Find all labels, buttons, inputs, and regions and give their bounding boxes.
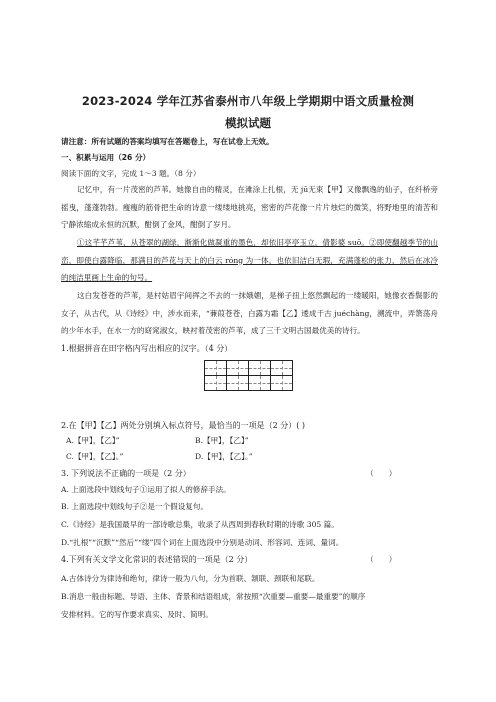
q4-option-b-cont: 安排材料。它的写作要求真实、及时、简明。 <box>61 610 213 619</box>
passage-paragraph-1: 记忆中，有一片茂密的芦苇。她像自由的精灵，在滩涂上扎根，无 jū无束【甲】又像飘逸的仙子，在纤桥旁摇曳，蓬蓬勃勃。瘦瘦的筋骨把生命的诗意一缕缕地挑亮，密密的芦花像一片片烛烂的微笑，将野地里的清苦和宁静浓缩成永恒的沉默，酣倒了金风，酣倒了岁月。 <box>61 185 438 230</box>
underlined-sentence-1: ①这芊芊芦苇，从苍翠的湖绿，渐渐化做凝重的墨色，却依旧亭亭玉立，倩影婆 suō。 <box>77 238 370 247</box>
section-heading: 一、积累与运用（26 分） <box>61 153 151 162</box>
passage-paragraph-2 <box>61 234 438 287</box>
writing-grid[interactable] <box>204 360 293 391</box>
grid-cell[interactable] <box>205 376 227 391</box>
question-3: 3. 下列说法不正确的一项是（2 分） <box>61 469 191 478</box>
q3-option-c: C.《诗经》是我国最早的一部诗歌总集，收录了从西周到春秋时期的诗歌 305 篇。 <box>61 520 339 529</box>
q4-answer-paren: （ ） <box>366 555 397 564</box>
q3-answer-paren: （ ） <box>366 469 397 478</box>
grid-cell[interactable] <box>249 376 271 391</box>
underlined-sentence-2: ②即使翻越季节的山峦，即使白露降临，那满目的芦花与天上的白云 róng 为一体，也依旧洁白无瑕，充满蓬松的张力，然后在冰冷的纯洁里画上生命的句号。 <box>61 238 438 283</box>
passage-paragraph-3: 这白发苍苍的芦苇，是村姑眉宇间挥之不去的一抹娥媚，是梯子扭上悠然飘起的一缕暖阳，她像衣香鬓影的女子，从古代，从《诗经》中，涉水而来，“蒹葭苍苍，白露为霜【乙】逶成千古 juéchàng，溯流中，弄箫荡舟的少年水手，在水一方的窈窕淑女，映衬着茂密的芦苇，成了三千文明古国最优美的诗行。 <box>61 291 438 336</box>
grid-cell[interactable] <box>249 361 271 376</box>
q3-option-d: D.“扎根”“沉默”“然后”“缕”四个词在上面选段中分别是动词、形容词、连词、量词。 <box>61 538 344 547</box>
question-1: 1.根据拼音在田字格内写出相应的汉字。（4 分） <box>61 344 233 353</box>
grid-cell[interactable] <box>227 361 249 376</box>
page-subtitle: 模拟试题 <box>225 116 271 130</box>
grid-cell[interactable] <box>271 361 293 376</box>
q3-option-b: B. 上面选段中划线句子②是一个假设复句。 <box>61 502 209 511</box>
grid-cell[interactable] <box>205 361 227 376</box>
reading-intro: 阅读下面的文字，完成 1～3 题。（8 分） <box>61 169 201 178</box>
q4-option-a: A.古体诗分为律诗和绝句，律诗一般为八句，分为首联、颔联、颈联和尾联。 <box>61 574 320 583</box>
q2-option-a: A.【甲】，【乙】” <box>66 436 120 445</box>
page-title: 2023-2024 学年江苏省泰州市八年级上学期期中语文质量检测 <box>81 94 415 108</box>
grid-cell[interactable] <box>227 376 249 391</box>
grid-cell[interactable] <box>271 376 293 391</box>
q2-option-c: C.【甲】，【乙】。” <box>66 452 124 461</box>
question-2: 2.在【甲】【乙】两处分别填入标点符号，最恰当的一项是（2 分）( ) <box>61 421 306 430</box>
q4-option-b: B.消息一般由标题、导语、主体、背景和结语组成，常按照“次重要—重要—最重要”的顺序 <box>61 592 366 601</box>
q2-option-b: B.【甲】，【乙】” <box>195 436 249 445</box>
q3-option-a: A. 上面选段中划线句子①运用了拟人的修辞手法。 <box>61 485 231 494</box>
q2-option-d: D.【甲】，【乙】。” <box>195 452 253 461</box>
notice: 请注意：所有试题的答案均填写在答题卷上，写在试卷上无效。 <box>61 137 274 146</box>
question-4: 4.下列有关文学文化常识的表述错误的一项是（2 分） <box>61 555 253 564</box>
